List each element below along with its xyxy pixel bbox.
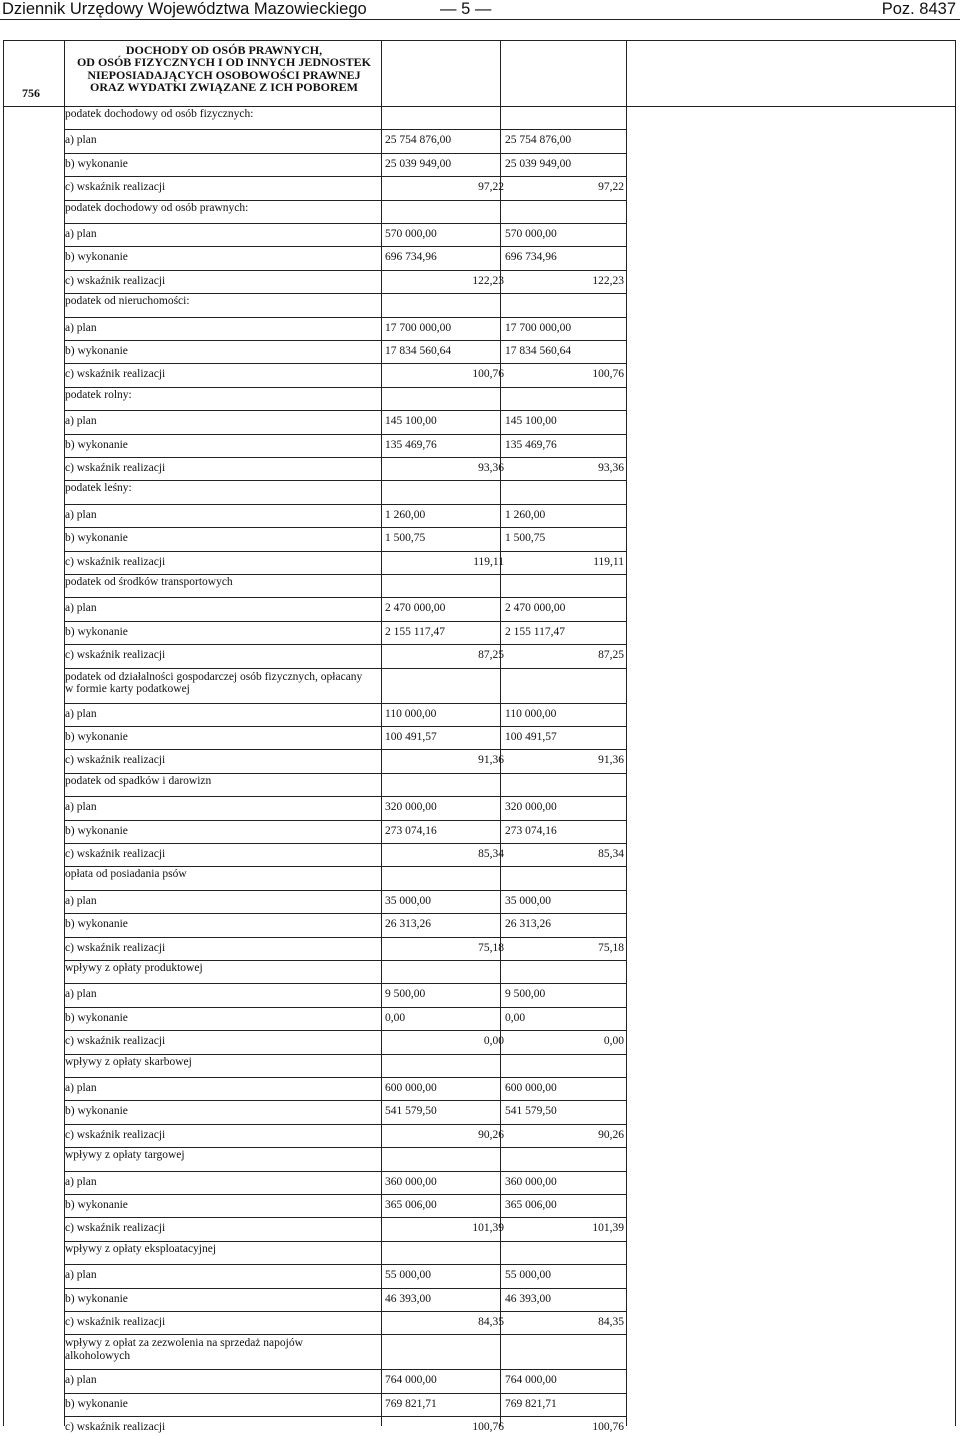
value-col-2: 273 074,16: [505, 824, 557, 837]
row-label: c) wskaźnik realizacji: [65, 1421, 166, 1434]
row-label: a) plan: [65, 321, 97, 334]
value-col-1: 110 000,00: [385, 707, 437, 720]
value-col-1: 360 000,00: [385, 1175, 437, 1188]
row-label: a) plan: [65, 1374, 97, 1387]
row-label: a) plan: [65, 1175, 97, 1188]
value-col-2: 9 500,00: [505, 988, 546, 1001]
journal-title: Dziennik Urzędowy Województwa Mazowieckiego: [2, 0, 367, 18]
value-col-1: 100 491,57: [385, 731, 437, 743]
value-col-2: 55 000,00: [505, 1269, 551, 1282]
row-label: b) wykonanie: [65, 1011, 128, 1024]
item-heading-row: [0, 1243, 960, 1266]
plan-row: [0, 1371, 960, 1389]
value-col-2: 145 100,00: [505, 415, 557, 428]
value-col-2: 360 000,00: [505, 1175, 557, 1188]
item-heading-row: [0, 775, 960, 798]
ratio-col-1: 122,23: [472, 274, 504, 287]
row-label: c) wskaźnik realizacji: [65, 555, 166, 568]
execution-row: [0, 822, 960, 840]
value-col-1: 696 734,96: [385, 251, 437, 264]
plan-row: [0, 985, 960, 1003]
ratio-col-2: 97,22: [598, 181, 624, 194]
row-label: c) wskaźnik realizacji: [65, 848, 166, 860]
item-name: podatek od nieruchomości:: [65, 295, 190, 308]
row-label: b) wykonanie: [65, 345, 128, 357]
item-name: wpływy z opłaty produktowej: [65, 962, 203, 974]
value-col-1: 35 000,00: [385, 894, 431, 907]
plan-row: [0, 131, 960, 149]
row-label: a) plan: [65, 602, 97, 615]
row-label: b) wykonanie: [65, 625, 128, 638]
ratio-row: [0, 845, 960, 863]
execution-row: [0, 1395, 960, 1413]
row-label: c) wskaźnik realizacji: [65, 274, 166, 287]
value-col-2: 1 260,00: [505, 508, 546, 521]
ratio-row: [0, 939, 960, 957]
ratio-col-2: 93,36: [598, 462, 624, 474]
item-name: opłata od posiadania psów: [65, 868, 187, 881]
ratio-col-2: 75,18: [598, 941, 624, 954]
section-code: 756: [22, 86, 40, 100]
section-title-line: NIEPOSIADAJĄCYCH OSOBOWOŚCI PRAWNEJ: [87, 67, 361, 82]
row-label: a) plan: [65, 1269, 97, 1282]
ratio-col-2: 85,34: [598, 848, 624, 860]
execution-row: [0, 1009, 960, 1027]
item-name: podatek rolny:: [65, 388, 132, 401]
plan-row: [0, 506, 960, 524]
plan-row: [0, 599, 960, 617]
row-label: a) plan: [65, 228, 97, 240]
item-heading-row: [0, 482, 960, 505]
ratio-col-2: 119,11: [593, 555, 624, 568]
ratio-row: [0, 646, 960, 664]
execution-row: [0, 529, 960, 547]
ratio-col-2: 84,35: [598, 1316, 624, 1328]
row-label: b) wykonanie: [65, 251, 128, 264]
ratio-col-2: 91,36: [598, 754, 624, 767]
value-col-1: 541 579,50: [385, 1105, 437, 1118]
ratio-row: [0, 1418, 960, 1436]
item-heading-row: [0, 576, 960, 599]
row-label: a) plan: [65, 894, 97, 907]
value-col-2: 35 000,00: [505, 894, 551, 907]
plan-row: [0, 1079, 960, 1097]
ratio-col-2: 101,39: [592, 1222, 624, 1235]
item-heading-row: [0, 295, 960, 318]
execution-row: [0, 155, 960, 173]
row-label: c) wskaźnik realizacji: [65, 462, 166, 474]
ratio-col-1: 85,34: [478, 848, 504, 860]
value-col-1: 273 074,16: [385, 824, 437, 837]
row-label: c) wskaźnik realizacji: [65, 1222, 166, 1235]
row-label: b) wykonanie: [65, 1397, 128, 1410]
ratio-col-2: 0,00: [603, 1035, 624, 1048]
section-title-line: OD OSÓB FIZYCZNYCH I OD INNYCH JEDNOSTEK: [76, 55, 372, 70]
value-col-2: 25 039 949,00: [505, 157, 572, 170]
row-label: c) wskaźnik realizacji: [65, 1035, 166, 1048]
position-number: Poz. 8437: [881, 0, 956, 18]
value-col-2: 17 700 000,00: [505, 321, 572, 334]
ratio-row: [0, 1219, 960, 1237]
ratio-col-1: 75,18: [478, 941, 504, 954]
section-title: [64, 44, 384, 94]
ratio-col-1: 101,39: [472, 1222, 504, 1235]
row-label: b) wykonanie: [65, 731, 128, 743]
value-col-1: 25 039 949,00: [385, 157, 452, 170]
item-name: wpływy z opłaty eksploatacyjnej: [65, 1242, 217, 1255]
ratio-col-2: 122,23: [592, 274, 624, 287]
row-label: a) plan: [65, 801, 97, 814]
row-label: c) wskaźnik realizacji: [65, 1316, 166, 1328]
item-name: wpływy z opłaty skarbowej: [65, 1055, 192, 1068]
row-label: a) plan: [65, 508, 97, 521]
ratio-row: [0, 553, 960, 571]
row-label: c) wskaźnik realizacji: [65, 649, 166, 662]
value-col-1: 1 500,75: [385, 532, 426, 545]
ratio-row: [0, 1032, 960, 1050]
item-name: wpływy z opłaty targowej: [65, 1149, 185, 1162]
value-col-2: 135 469,76: [505, 438, 557, 451]
value-col-2: 541 579,50: [505, 1105, 557, 1118]
value-col-2: 570 000,00: [505, 228, 557, 240]
item-heading-row: [0, 108, 960, 131]
value-col-2: 25 754 876,00: [505, 134, 572, 147]
plan-row: [0, 319, 960, 337]
value-col-1: 764 000,00: [385, 1374, 437, 1387]
value-col-1: 145 100,00: [385, 415, 437, 428]
row-label: b) wykonanie: [65, 1292, 128, 1305]
ratio-col-1: 90,26: [478, 1128, 504, 1141]
item-heading-row: [0, 1337, 960, 1372]
ratio-col-2: 100,76: [592, 1421, 624, 1434]
execution-row: [0, 1102, 960, 1120]
row-label: a) plan: [65, 415, 97, 428]
ratio-row: [0, 751, 960, 769]
value-col-1: 570 000,00: [385, 228, 437, 240]
ratio-row: [0, 365, 960, 383]
page-number: — 5 —: [440, 0, 492, 18]
row-label: b) wykonanie: [65, 157, 128, 170]
item-name: podatek leśny:: [65, 482, 132, 495]
ratio-row: [0, 178, 960, 196]
value-col-2: 26 313,26: [505, 918, 551, 931]
value-col-2: 0,00: [505, 1011, 526, 1024]
ratio-col-1: 84,35: [478, 1316, 504, 1328]
section-title-line: ORAZ WYDATKI ZWIĄZANE Z ICH POBOREM: [90, 80, 358, 95]
execution-row: [0, 1290, 960, 1308]
item-heading-row: [0, 1149, 960, 1172]
item-heading-row: [0, 202, 960, 225]
plan-row: [0, 225, 960, 243]
row-label: a) plan: [65, 1082, 97, 1094]
item-heading-row: [0, 389, 960, 412]
value-col-1: 26 313,26: [385, 918, 431, 931]
value-col-1: 0,00: [385, 1011, 406, 1024]
value-col-1: 46 393,00: [385, 1292, 431, 1305]
ratio-row: [0, 1313, 960, 1331]
value-col-2: 2 470 000,00: [505, 602, 566, 615]
ratio-col-1: 87,25: [478, 649, 504, 662]
execution-row: [0, 342, 960, 360]
ratio-row: [0, 1126, 960, 1144]
ratio-col-1: 100,76: [472, 1421, 504, 1434]
row-label: b) wykonanie: [65, 824, 128, 837]
item-name: podatek od spadków i darowizn: [65, 774, 212, 787]
value-col-2: 696 734,96: [505, 251, 557, 264]
item-heading-row: [0, 868, 960, 891]
plan-row: [0, 705, 960, 723]
item-name: wpływy z opłat za zezwolenia na sprzedaż napojów alkoholowych: [65, 1337, 303, 1362]
row-label: c) wskaźnik realizacji: [65, 181, 166, 194]
row-label: c) wskaźnik realizacji: [65, 754, 166, 767]
value-col-2: 320 000,00: [505, 801, 557, 814]
row-label: b) wykonanie: [65, 1105, 128, 1118]
section-title-line: DOCHODY OD OSÓB PRAWNYCH,: [125, 43, 323, 57]
value-col-1: 2 470 000,00: [385, 602, 446, 615]
execution-row: [0, 248, 960, 266]
row-label: b) wykonanie: [65, 438, 128, 451]
plan-row: [0, 798, 960, 816]
ratio-row: [0, 272, 960, 290]
value-col-1: 320 000,00: [385, 801, 437, 814]
execution-row: [0, 1196, 960, 1214]
value-col-1: 55 000,00: [385, 1269, 431, 1282]
row-label: b) wykonanie: [65, 532, 128, 545]
ratio-col-2: 90,26: [598, 1128, 624, 1141]
execution-row: [0, 623, 960, 641]
ratio-col-2: 87,25: [598, 649, 624, 662]
value-col-1: 1 260,00: [385, 508, 426, 521]
item-name: podatek dochodowy od osób prawnych:: [65, 201, 249, 214]
ratio-col-1: 93,36: [478, 462, 504, 474]
item-heading-row: [0, 671, 960, 706]
plan-row: [0, 1266, 960, 1284]
row-label: c) wskaźnik realizacji: [65, 941, 166, 954]
ratio-col-1: 0,00: [483, 1035, 504, 1048]
row-label: b) wykonanie: [65, 918, 128, 931]
item-name: podatek od środków transportowych: [65, 576, 233, 588]
value-col-2: 764 000,00: [505, 1374, 557, 1387]
value-col-1: 135 469,76: [385, 438, 437, 451]
row-label: a) plan: [65, 707, 97, 720]
value-col-2: 2 155 117,47: [505, 625, 565, 638]
row-label: a) plan: [65, 988, 97, 1001]
ratio-row: [0, 459, 960, 477]
ratio-col-2: 100,76: [592, 368, 624, 381]
plan-row: [0, 1173, 960, 1191]
value-col-1: 769 821,71: [385, 1397, 437, 1410]
execution-row: [0, 436, 960, 454]
value-col-1: 365 006,00: [385, 1199, 437, 1211]
value-col-1: 17 700 000,00: [385, 321, 452, 334]
row-label: c) wskaźnik realizacji: [65, 368, 166, 381]
row-label: b) wykonanie: [65, 1199, 128, 1211]
row-label: a) plan: [65, 134, 97, 147]
value-col-2: 600 000,00: [505, 1082, 557, 1094]
value-col-2: 365 006,00: [505, 1199, 557, 1211]
value-col-2: 1 500,75: [505, 532, 546, 545]
item-name: podatek od działalności gospodarczej osób fizycznych, opłacany w formie karty podatkowej: [65, 670, 363, 696]
value-col-2: 769 821,71: [505, 1397, 557, 1410]
value-col-1: 9 500,00: [385, 988, 426, 1001]
item-heading-row: [0, 1056, 960, 1079]
value-col-1: 17 834 560,64: [385, 345, 452, 357]
plan-row: [0, 892, 960, 910]
ratio-col-1: 100,76: [472, 368, 504, 381]
value-col-2: 46 393,00: [505, 1292, 551, 1305]
row-label: c) wskaźnik realizacji: [65, 1128, 166, 1141]
ratio-col-1: 97,22: [478, 181, 504, 194]
value-col-2: 110 000,00: [505, 707, 557, 720]
value-col-1: 25 754 876,00: [385, 134, 452, 147]
execution-row: [0, 915, 960, 933]
ratio-col-1: 119,11: [473, 555, 504, 568]
execution-row: [0, 728, 960, 746]
value-col-2: 100 491,57: [505, 731, 557, 743]
plan-row: [0, 412, 960, 430]
item-heading-row: [0, 962, 960, 985]
value-col-2: 17 834 560,64: [505, 345, 572, 357]
value-col-1: 600 000,00: [385, 1082, 437, 1094]
item-name: podatek dochodowy od osób fizycznych:: [65, 108, 254, 120]
value-col-1: 2 155 117,47: [385, 625, 445, 638]
page-header: [0, 0, 960, 22]
ratio-col-1: 91,36: [478, 754, 504, 767]
